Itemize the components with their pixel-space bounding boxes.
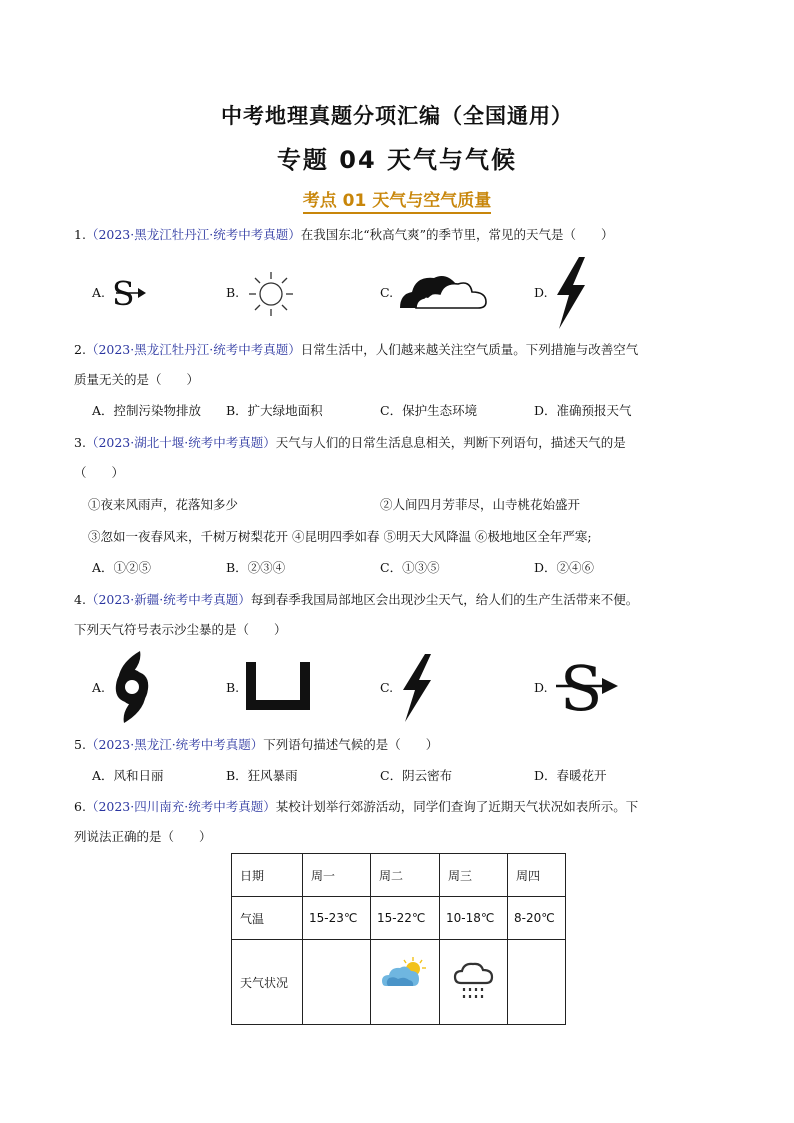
table-cell: [508, 940, 566, 1025]
question-number: 3.: [74, 435, 86, 450]
option-d[interactable]: D．春暖花开: [534, 768, 607, 783]
table-cell: 天气状况: [232, 940, 303, 1025]
statement-2: ②人间四月芳菲尽，山寺桃花始盛开: [380, 497, 581, 512]
question-number: 2.: [74, 342, 86, 357]
question-text: 下列语句描述气候的是（ ）: [263, 737, 439, 752]
question-4: [74, 585, 734, 645]
statements-3-6: ③忽如一夜春风来，千树万树梨花开 ④昆明四季如春 ⑤明天大风降温 ⑥极地地区全年严寒;: [88, 529, 592, 544]
table-header-cell: 日期: [232, 854, 303, 897]
question-text-cont: （ ）: [74, 465, 125, 480]
option-c[interactable]: C.: [380, 285, 394, 300]
cloudy-icon: [398, 270, 490, 312]
table-cell: 8-20℃: [508, 897, 566, 940]
table-cell: 10-18℃: [440, 897, 508, 940]
question-6: [74, 792, 734, 852]
question-text: 天气与人们的日常生活息息相关，判断下列语句，描述天气的是: [275, 435, 626, 450]
option-b[interactable]: B.: [226, 680, 240, 695]
option-d[interactable]: D．②④⑥: [534, 560, 595, 575]
option-d[interactable]: D．准确预报天气: [534, 403, 632, 418]
table-cell: 气温: [232, 897, 303, 940]
table-header-cell: 周四: [508, 854, 566, 897]
option-b[interactable]: B.: [226, 285, 240, 300]
sun-icon: [244, 270, 298, 318]
svg-text:S: S: [560, 656, 603, 716]
rain-icon: [453, 961, 495, 1003]
question-number: 1.: [74, 227, 86, 242]
option-a[interactable]: A．控制污染物排放: [92, 403, 202, 418]
table-cell: 15-23℃: [303, 897, 371, 940]
table-header-cell: 周三: [440, 854, 508, 897]
table-row: [232, 940, 566, 1025]
svg-text:S: S: [112, 276, 135, 310]
table-cell: [303, 940, 371, 1025]
option-a[interactable]: A.: [92, 680, 106, 695]
statement-1: ①夜来风雨声，花落知多少: [88, 497, 239, 512]
typhoon-icon: [110, 651, 154, 723]
option-c[interactable]: C．阴云密布: [380, 768, 453, 783]
sandstorm-icon: [112, 276, 148, 310]
question-text: 某校计划举行郊游活动，同学们查询了近期天气状况如表所示。下: [275, 799, 639, 814]
question-text-cont: 质量无关的是（ ）: [74, 372, 200, 387]
section-title-text: 考点 01 天气与空气质量: [303, 191, 492, 214]
option-a[interactable]: A．①②⑤: [92, 560, 152, 575]
topic-title: 专题 04 天气与气候: [276, 146, 518, 174]
question-1: [74, 220, 734, 250]
question-number: 4.: [74, 592, 86, 607]
option-c[interactable]: C．保护生态环境: [380, 403, 478, 418]
partly-cloudy-icon: [382, 956, 428, 990]
table-cell: 15-22℃: [371, 897, 440, 940]
table-cell: [440, 940, 508, 1025]
question-number: 5.: [74, 737, 86, 752]
lightning-icon: [399, 654, 435, 722]
option-c[interactable]: C．①③⑤: [380, 560, 440, 575]
option-b[interactable]: B．②③④: [226, 560, 286, 575]
document-title: 中考地理真题分项汇编（全国通用）: [221, 104, 573, 128]
table-header-cell: 周二: [371, 854, 440, 897]
weather-table: [231, 853, 566, 1025]
lightning-icon: [553, 257, 589, 329]
option-a[interactable]: A．风和日丽: [92, 768, 164, 783]
table-row: [232, 897, 566, 940]
question-2: [74, 335, 734, 395]
option-d[interactable]: D.: [534, 680, 548, 695]
option-d[interactable]: D.: [534, 285, 548, 300]
question-5: [74, 730, 734, 760]
question-text: 日常生活中，人们越来越关注空气质量。下列措施与改善空气: [300, 342, 639, 357]
question-source: （2023·黑龙江牡丹江·统考中考真题）: [85, 342, 301, 357]
question-text: 在我国东北“秋高气爽”的季节里，常见的天气是（ ）: [300, 227, 614, 242]
question-source: （2023·黑龙江·统考中考真题）: [85, 737, 264, 752]
table-cell: [371, 940, 440, 1025]
question-3: [74, 428, 734, 488]
question-text-cont: 下列天气符号表示沙尘暴的是（ ）: [74, 622, 287, 637]
section-title: [0, 186, 794, 211]
fog-bracket-icon: [246, 662, 312, 712]
question-source: （2023·四川南充·统考中考真题）: [85, 799, 276, 814]
sandstorm-icon: [556, 656, 620, 716]
table-header-cell: 周一: [303, 854, 371, 897]
question-text-cont: 列说法正确的是（ ）: [74, 829, 212, 844]
question-text: 每到春季我国局部地区会出现沙尘天气，给人们的生产生活带来不便。: [250, 592, 639, 607]
table-row: [232, 854, 566, 897]
option-a[interactable]: A.: [92, 285, 106, 300]
question-source: （2023·黑龙江牡丹江·统考中考真题）: [85, 227, 301, 242]
option-c[interactable]: C.: [380, 680, 394, 695]
option-b[interactable]: B．狂风暴雨: [226, 768, 298, 783]
option-b[interactable]: B．扩大绿地面积: [226, 403, 323, 418]
question-source: （2023·新疆·统考中考真题）: [85, 592, 251, 607]
question-number: 6.: [74, 799, 86, 814]
question-source: （2023·湖北十堰·统考中考真题）: [85, 435, 276, 450]
